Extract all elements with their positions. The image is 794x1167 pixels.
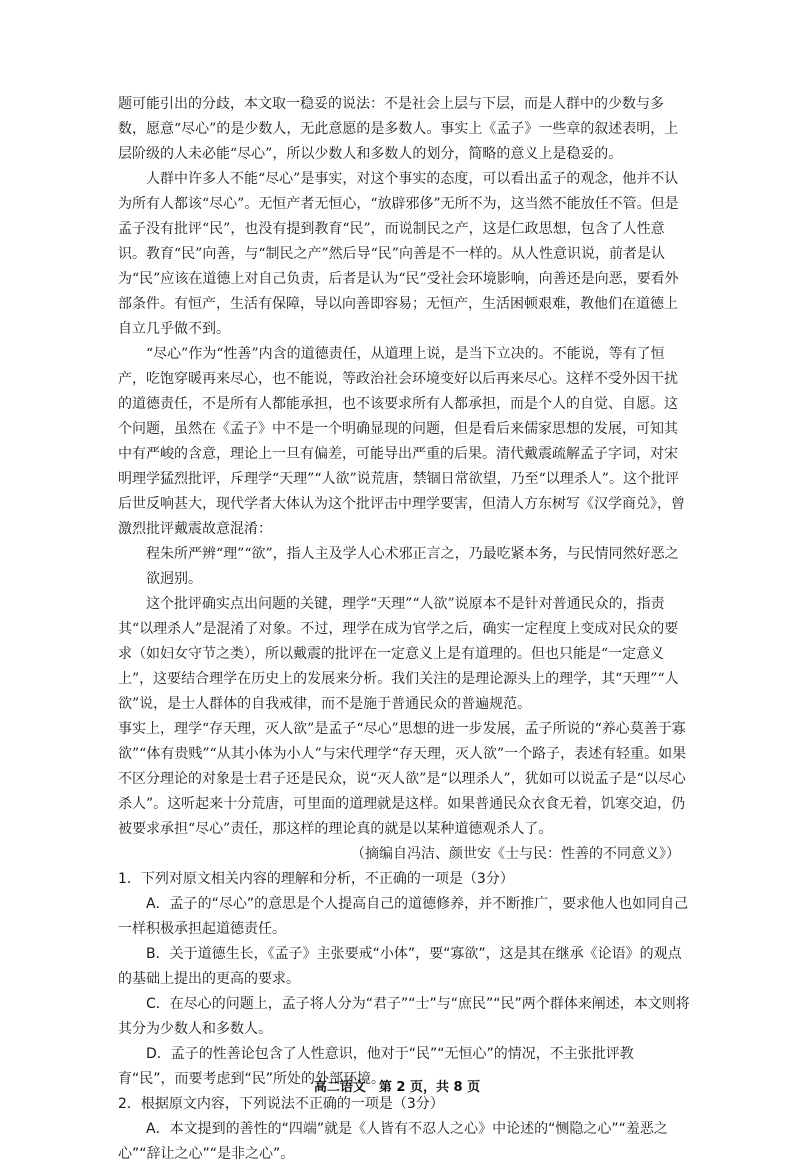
question-1-option-d: D．孟子的性善论包含了人性意识，他对于“民”“无恒心”的情况，不主张批评教育“民”，而要考虑到“民”所处的外部环境。 bbox=[118, 1046, 634, 1087]
passage-paragraph-3: 这个批评确实点出问题的关键，理学“天理”“人欲”说原本不是针对普通民众的，指责其“以理杀人”是混淆了对象。不过，理学在成为官学之后，确实一定程度上变成对民众的要求（如妇女守节之类），所以戴震的批评在一定意义上是有道理的。但也只能是“一定意义上”，这要结合理学在历史上的发展来分析。我们关注的是理论源头上的理学，其“天理”“人欲”说，是士人群体的自我戒律，而不是施于普通民众的普遍规范。 bbox=[118, 596, 679, 712]
question-1-option-c: C．在尽心的问题上，孟子将人分为“君子”“士”与“庶民”“民”两个群体来阐述，本文则将其分为少数人和多数人。 bbox=[118, 996, 690, 1037]
passage-intro: 题可能引出的分歧，本文取一稳妥的说法：不是社会上层与下层，而是人群中的少数与多数，愿意“尽心”的是少数人，无此意愿的是多数人。事实上《孟子》一些章的叙述表明，上层阶级的人未必能“尽心”，所以少数人和多数人的划分，简略的意义上是稳妥的。 bbox=[118, 96, 679, 162]
question-2-stem: 2．根据原文内容，下列说法不正确的一项是（3分） bbox=[118, 1096, 444, 1112]
question-1-option-a: A．孟子的“尽心”的意思是个人提高自己的道德修养，并不断推广，要求他人也如同自己一样积极承担起道德责任。 bbox=[118, 896, 689, 937]
question-1-stem: 1．下列对原文相关内容的理解和分析，不正确的一项是（3分） bbox=[118, 871, 514, 887]
question-2-option-a: A．本文提到的善性的“四端”就是《人皆有不忍人之心》中论述的“恻隐之心”“羞恶之心”“辞让之心”“是非之心”。 bbox=[118, 1121, 668, 1162]
question-1-option-b: B．关于道德生长，《孟子》主张要戒“小体”，要“寡欲”，这是其在继承《论语》的观点的基础上提出的更高的要求。 bbox=[118, 946, 682, 987]
page-footer: 高二语文 第 2 页，共 8 页 bbox=[313, 1080, 481, 1095]
passage-paragraph-2: “尽心”作为“性善”内含的道德责任，从道理上说，是当下立决的。不能说，等有了恒产，吃饱穿暖再来尽心，也不能说，等政治社会环境变好以后再来尽心。这样不受外因干扰的道德责任，不是所有人都能承担，也不该要求所有人都承担，而是个人的自觉、自愿。这个问题，虽然在《孟子》中不是一个明确显现的问题，但是看后来儒家思想的发展，可知其中有严峻的含意，理论上一旦有偏差，可能导出严重的后果。清代戴震疏解孟子字词，对宋明理学猛烈批评，斥理学“天理”“人欲”说荒唐，禁锢日常欲望，乃至“以理杀人”。这个批评后世反响甚大，现代学者大体认为这个批评击中理学要害，但清人方东树写《汉学商兑》，曾激烈批评戴震故意混淆： bbox=[118, 346, 685, 537]
passage-paragraph-4: 事实上，理学“存天理，灭人欲”是孟子“尽心”思想的进一步发展，孟子所说的“养心莫善于寡欲”“体有贵贱”“从其小体为小人”与宋代理学“存天理，灭人欲”一个路子，表述有轻重。如果不区分理论的对象是士君子还是民众，说“灭人欲”是“以理杀人”，犹如可以说孟子是“以尽心杀人”。这听起来十分荒唐，可里面的道理就是这样。如果普通民众衣食无着，饥寒交迫，仍被要求承担“尽心”责任，那这样的理论真的就是以某种道德观杀人了。 bbox=[118, 721, 687, 837]
page-content bbox=[118, 92, 690, 1167]
passage-quote: 程朱所严辨“理”“欲”，指人主及学人心术邪正言之，乃最吃紧本务，与民情同然好恶之欲迥别。 bbox=[146, 546, 679, 587]
passage-paragraph-1: 人群中许多人不能“尽心”是事实，对这个事实的态度，可以看出孟子的观念，他并不认为所有人都该“尽心”。无恒产者无恒心，“放辟邪侈”无所不为，这当然不能放任不管。但是孟子没有批评“民”，也没有提到教育“民”，而说制民之产，这是仁政思想，包含了人性意识。教育“民”向善，与“制民之产”然后导“民”向善是不一样的。从人性意识说，前者是认为“民”应该在道德上对自己负责，后者是认为“民”受社会环境影响，向善还是向恶，要看外部条件。有恒产，生活有保障，导以向善即容易；无恒产，生活困顿艰难，教他们在道德上自立几乎做不到。 bbox=[118, 171, 679, 337]
passage-source: （摘编自冯洁、颜世安《士与民：性善的不同意义》） bbox=[351, 846, 680, 862]
